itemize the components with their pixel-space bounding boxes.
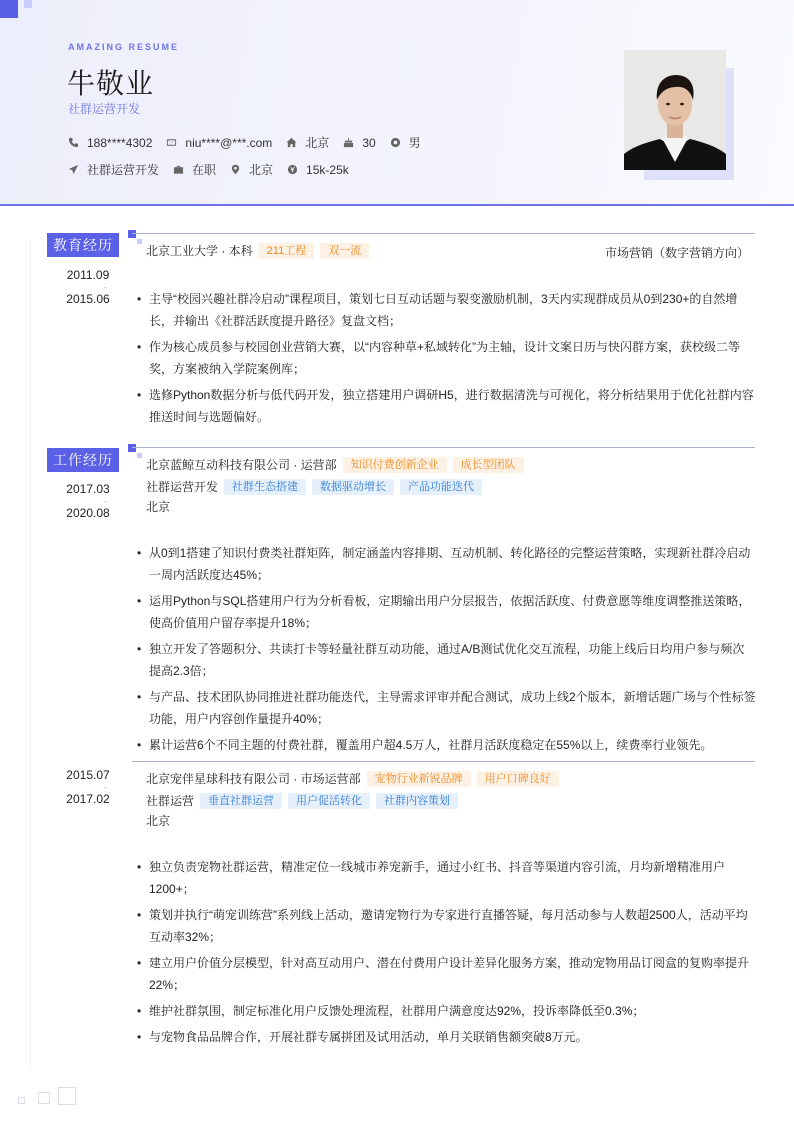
job-company-line [146, 770, 559, 787]
info-target-city [230, 161, 273, 178]
resume-header [0, 0, 794, 206]
date-separator: - [104, 283, 107, 292]
footer-decoration [38, 1092, 50, 1104]
gender-text: 男 [408, 136, 421, 150]
info-home [286, 134, 329, 151]
target-role-text: 社群运营开发 [87, 163, 160, 177]
work-heading: 工作经历 [47, 448, 119, 472]
list-item: • 与宠物食品品牌合作，开展社群专属拼团及试用活动，单月关联销售额突破8万元。 [134, 1026, 756, 1048]
job-intent-row [68, 161, 363, 178]
job-divider [132, 761, 755, 762]
target-city-text: 北京 [249, 163, 274, 177]
phone-text: 188****4302 [87, 135, 153, 150]
list-item: • 独立负责宠物社群运营，精准定位一线城市养宠新手，通过小红书、抖音等渠道内容引流，月均新增精准用户1200+； [134, 856, 756, 900]
list-item: • 累计运营6个不同主题的付费社群，覆盖用户超4.5万人，社群月活跃度稳定在55%以上，续费率行业领先。 [134, 734, 756, 756]
info-salary [287, 163, 349, 177]
job-start-date: 2015.07 [66, 768, 110, 782]
corner-decoration [0, 0, 18, 18]
contact-row [68, 134, 435, 151]
section-marker [128, 230, 136, 238]
role-tag: 用户促活转化 [288, 793, 370, 809]
cake-icon [343, 137, 354, 148]
candidate-title: 社群运营开发 [68, 102, 141, 116]
home-icon [286, 137, 297, 148]
profile-photo [624, 50, 726, 170]
list-item: • 与产品、技术团队协同推进社群功能迭代，主导需求评审并配合测试，成功上线2个版本，新增话题广场与个性标签功能，用户内容创作量提升40%； [134, 686, 756, 730]
company-tag: 宠物行业新锐品牌 [367, 771, 471, 787]
role-tag: 垂直社群运营 [200, 793, 282, 809]
list-item: • 从0到1搭建了知识付费类社群矩阵，制定涵盖内容排期、互动机制、转化路径的完整运营策略，实现新社群冷启动一周内活跃度达45%； [134, 542, 756, 586]
education-start-date: 2011.09 [66, 268, 110, 282]
section-marker-small [137, 453, 142, 458]
info-phone [68, 136, 152, 150]
company-name: 北京宠伴星球科技有限公司 · 市场运营部 [146, 772, 361, 786]
role-tag: 社群生态搭建 [224, 479, 306, 495]
company-tag: 知识付费创新企业 [343, 457, 447, 473]
footer-decoration [18, 1097, 25, 1104]
salary-text: 15k-25k [306, 162, 349, 177]
age-text: 30 [362, 135, 376, 150]
date-separator: - [104, 783, 107, 792]
school-name: 北京工业大学 · 本科 [146, 244, 253, 258]
school-tag: 211工程 [259, 243, 315, 259]
hometown-text: 北京 [305, 136, 330, 150]
gender-icon [390, 137, 401, 148]
education-major: 市场营销（数字营销方向） [604, 246, 749, 260]
education-end-date: 2015.06 [66, 292, 110, 306]
job-bullets [134, 542, 756, 760]
list-item: • 作为核心成员参与校园创业营销大赛，以“内容种草+私域转化”为主轴，设计文案日历与快闪群方案，获校级二等奖，方案被纳入学院案例库； [134, 336, 756, 380]
list-item: • 建立用户价值分层模型，针对高互动用户、潜在付费用户设计差异化服务方案，推动宠物用品订阅盒的复购率提升22%； [134, 952, 756, 996]
date-separator: - [104, 497, 107, 506]
role-tag: 产品功能迭代 [400, 479, 482, 495]
info-target-role [68, 161, 159, 178]
list-item: • 主导“校园兴趣社群冷启动”课程项目，策划七日互动话题与裂变激励机制，3天内实现群成员从0到230+的自然增长，并输出《社群活跃度提升路径》复盘文档； [134, 288, 756, 332]
candidate-name: 牛敬业 [67, 68, 155, 99]
company-tag: 成长型团队 [453, 457, 524, 473]
job-city: 北京 [146, 500, 171, 514]
info-email [166, 136, 272, 150]
education-school-line [146, 242, 369, 259]
job-role-line [146, 478, 482, 495]
info-status [173, 161, 216, 178]
section-marker [128, 444, 136, 452]
education-heading: 教育经历 [47, 233, 119, 257]
company-tag: 用户口碑良好 [477, 771, 559, 787]
location-icon [230, 164, 241, 175]
phone-icon [68, 137, 79, 148]
section-divider [132, 233, 755, 234]
job-role: 社群运营开发 [146, 480, 219, 494]
job-role: 社群运营 [146, 794, 195, 808]
info-gender [390, 134, 421, 151]
job-role-line [146, 792, 458, 809]
mail-icon [166, 137, 177, 148]
company-name: 北京蓝鲸互动科技有限公司 · 运营部 [146, 458, 337, 472]
job-company-line [146, 456, 524, 473]
role-tag: 数据驱动增长 [312, 479, 394, 495]
job-city: 北京 [146, 814, 171, 828]
job-end-date: 2017.02 [66, 792, 110, 806]
education-bullets [134, 288, 756, 432]
footer-decoration [58, 1087, 76, 1105]
briefcase-icon [173, 164, 184, 175]
corner-decoration-small [24, 0, 32, 8]
timeline-guide [30, 240, 31, 1070]
list-item: • 运用Python与SQL搭建用户行为分析看板，定期输出用户分层报告，依据活跃度、付费意愿等维度调整推送策略，使高价值用户留存率提升18%； [134, 590, 756, 634]
role-tag: 社群内容策划 [376, 793, 458, 809]
school-tag: 双一流 [320, 243, 369, 259]
status-text: 在职 [192, 163, 217, 177]
list-item: • 策划并执行“萌宠训练营”系列线上活动，邀请宠物行为专家进行直播答疑，每月活动参与人数超2500人，活动平均互动率32%； [134, 904, 756, 948]
section-marker-small [137, 239, 142, 244]
send-icon [68, 164, 79, 175]
job-end-date: 2020.08 [66, 506, 110, 520]
job-bullets [134, 856, 756, 1052]
job-start-date: 2017.03 [66, 482, 110, 496]
email-text: niu****@***.com [185, 135, 273, 150]
list-item: • 独立开发了答题积分、共读打卡等轻量社群互动功能，通过A/B测试优化交互流程，功能上线后日均用户参与频次提高2.3倍； [134, 638, 756, 682]
list-item: • 选修Python数据分析与低代码开发，独立搭建用户调研H5，进行数据清洗与可视化，将分析结果用于优化社群内容推送时间与选题偏好。 [134, 384, 756, 428]
list-item: • 维护社群氛围，制定标准化用户反馈处理流程，社群用户满意度达92%，投诉率降低至0.3%； [134, 1000, 756, 1022]
salary-icon [287, 164, 298, 175]
info-age [343, 136, 375, 150]
resume-kicker: AMAZING RESUME [68, 42, 179, 52]
section-divider [132, 447, 755, 448]
